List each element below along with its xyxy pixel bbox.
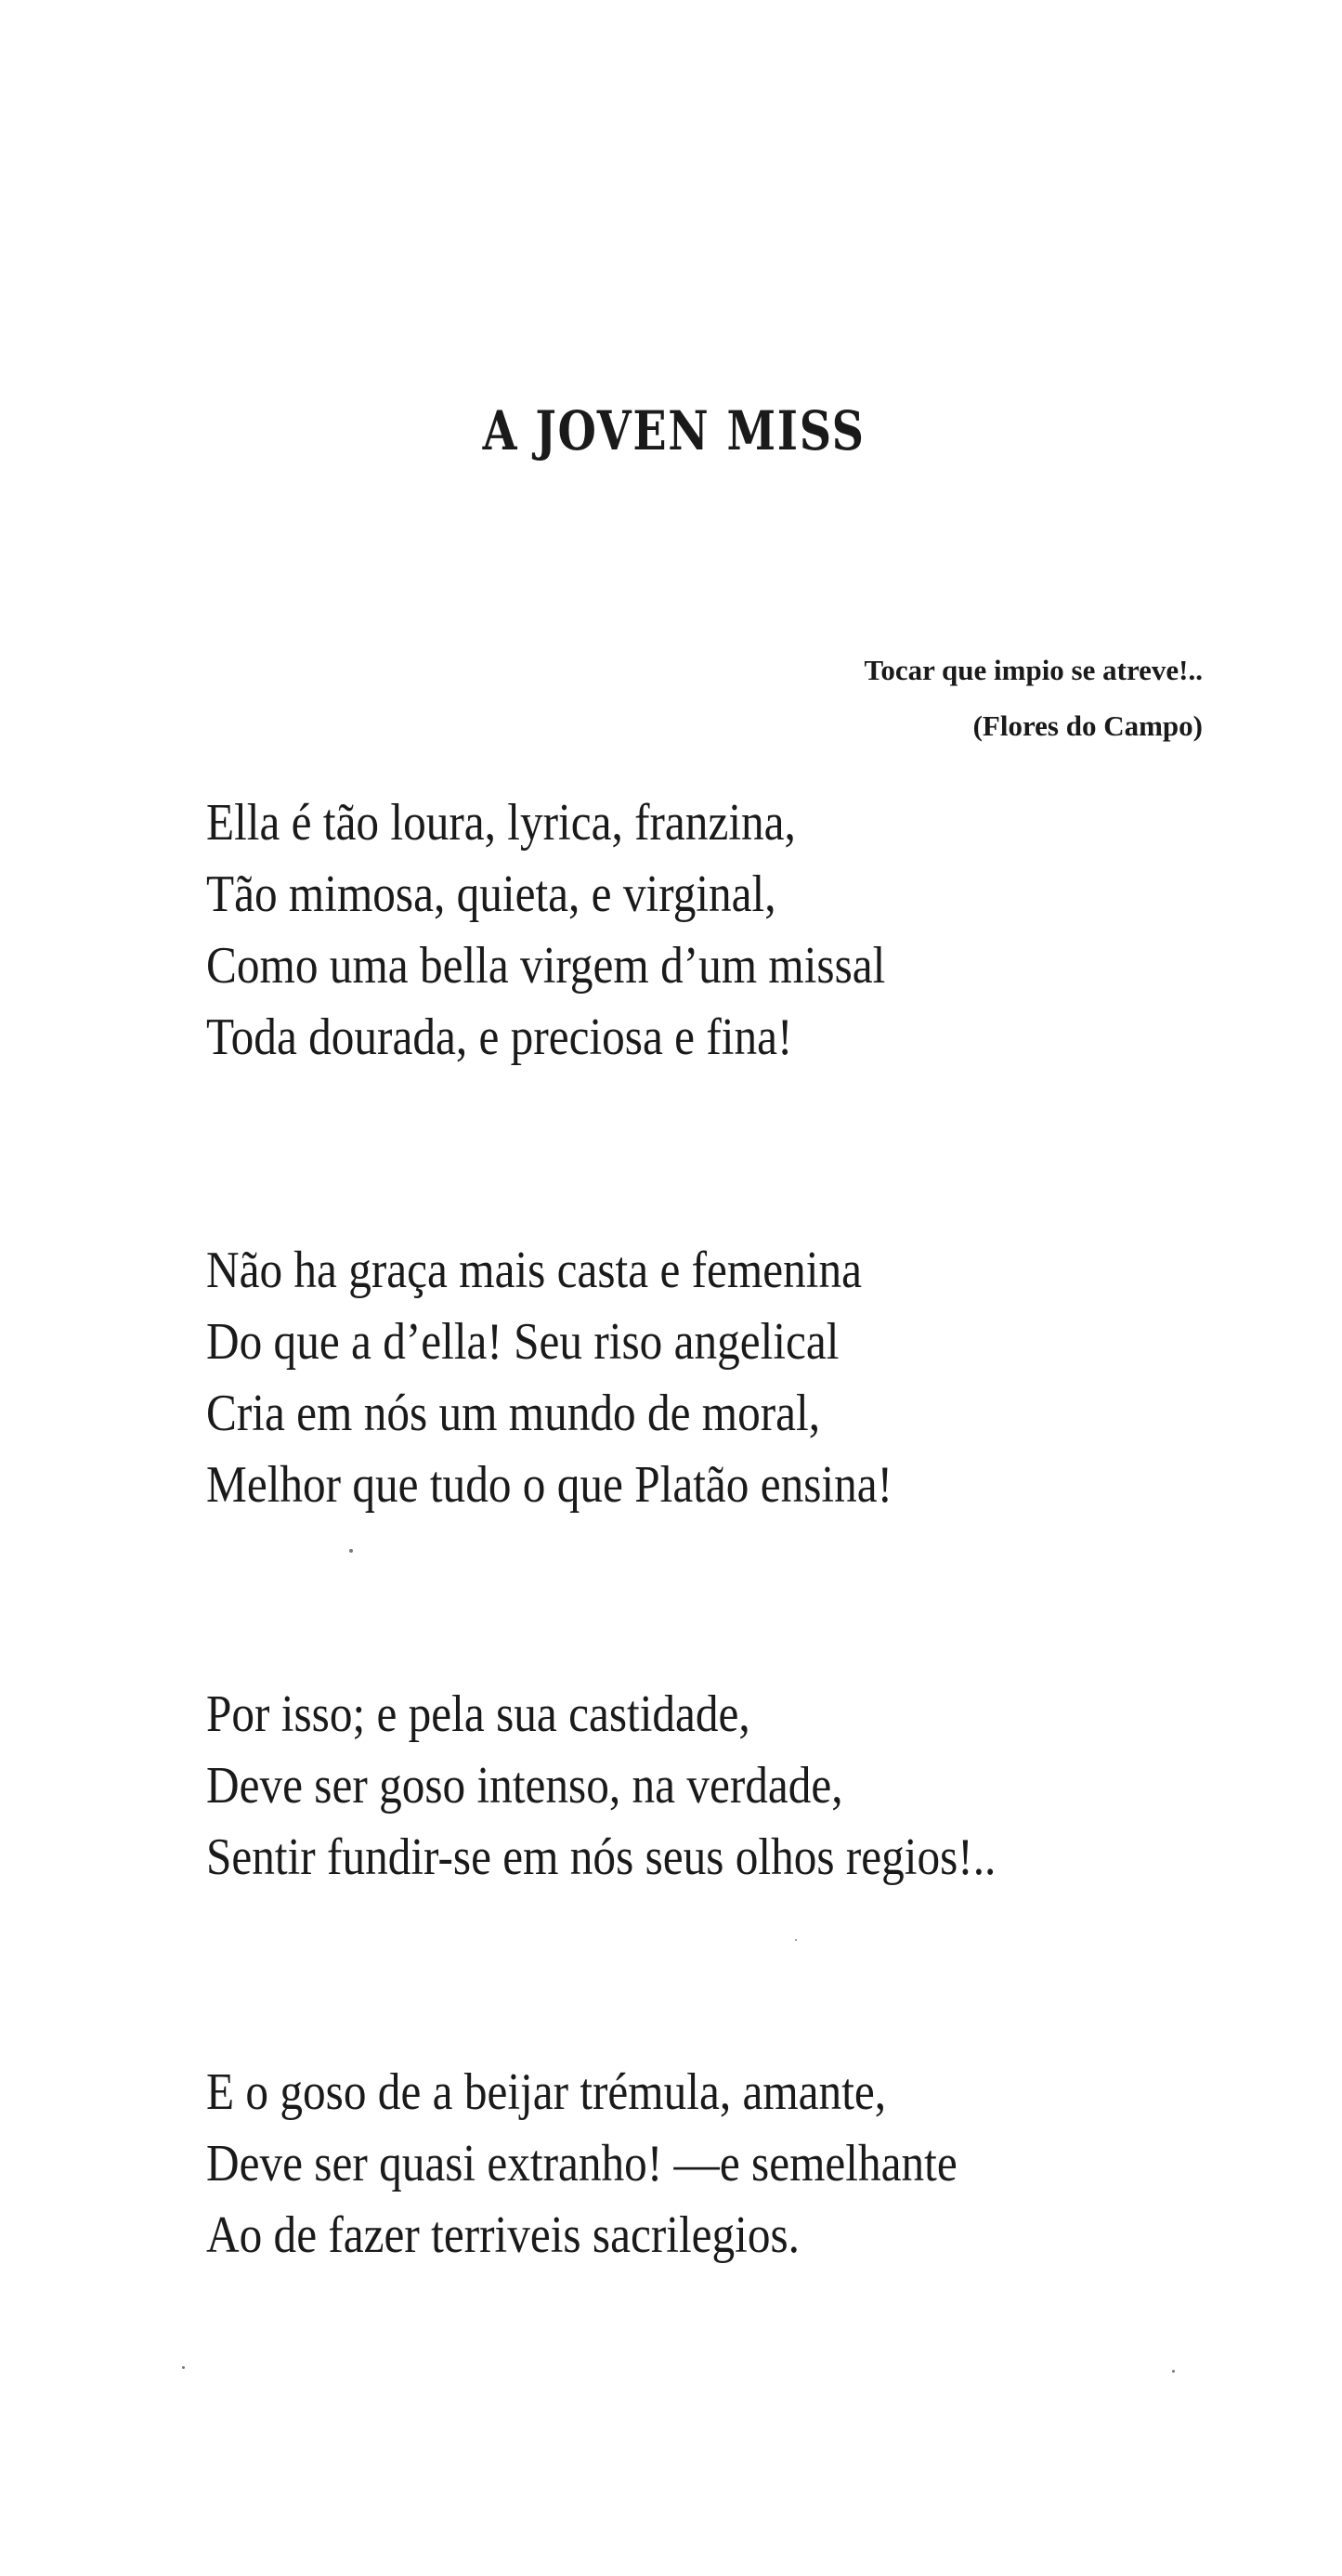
verse-line: Deve ser quasi extranho! —e semelhante [206,2135,958,2192]
verse-line: Do que a d’ella! Seu riso angelical [206,1313,840,1371]
verse-line: Cria em nós um mundo de moral, [206,1385,821,1442]
paper-speck [795,1939,797,1941]
paper-speck [182,2366,185,2369]
poem-title: A JOVEN MISS [482,399,866,462]
verse-line: Deve ser goso intenso, na verdade, [206,1757,843,1815]
epigraph-quote: Tocar que impio se atreve!.. [864,654,1203,686]
epigraph [864,643,1203,754]
stanza-2 [206,1235,892,1521]
verse-line: Como uma bella virgem d’um missal [206,937,886,995]
verse-line: E o goso de a beijar trémula, amante, [206,2063,887,2121]
verse-line: Ella é tão loura, lyrica, franzina, [206,794,796,852]
verse-line: Ao de fazer terriveis sacrilegios. [206,2206,800,2264]
stanza-3 [206,1679,996,1893]
paper-speck [1172,2370,1175,2373]
verse-line: Toda dourada, e preciosa e fina! [206,1008,793,1066]
stanza-1 [206,787,885,1073]
paper-speck [349,1549,353,1553]
verse-line: Por isso; e pela sua castidade, [206,1685,750,1743]
stanza-4 [206,2057,958,2271]
epigraph-source: (Flores do Campo) [972,709,1203,742]
verse-line: Não ha graça mais casta e femenina [206,1242,862,1299]
verse-line: Sentir fundir-se em nós seus olhos regios!.. [206,1828,997,1886]
verse-line: Melhor que tudo o que Platão ensina! [206,1456,893,1514]
verse-line: Tão mimosa, quieta, e virginal, [206,865,776,923]
